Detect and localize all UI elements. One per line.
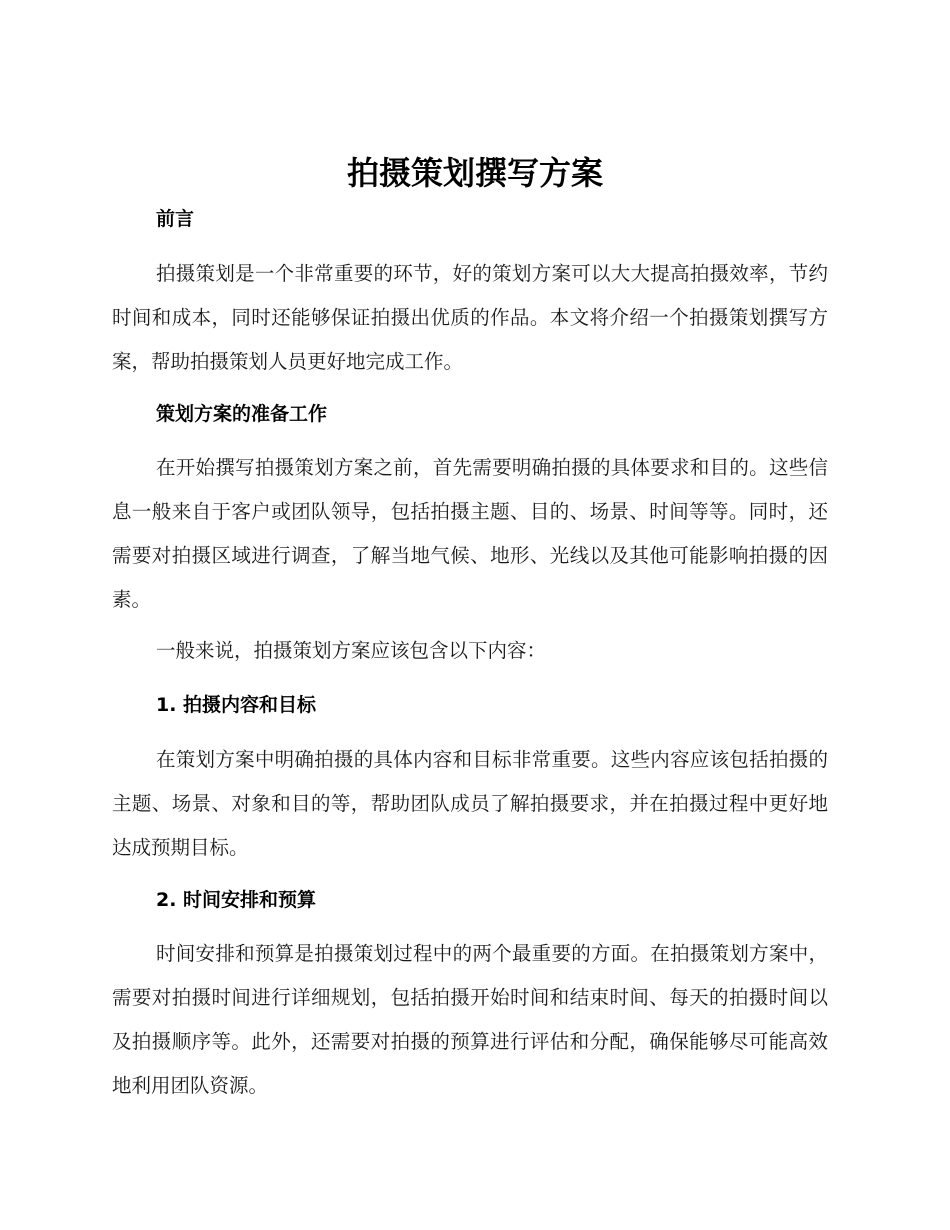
section-heading-preface: 前言: [156, 208, 195, 230]
paragraph-contents-intro: 一般来说，拍摄策划方案应该包含以下内容：: [156, 639, 547, 662]
paragraph-schedule-budget: 时间安排和预算是拍摄策划过程中的两个最重要的方面。在拍摄策划方案中，需要对拍摄时间进行详细规划，包括拍摄开始时间和结束时间、每天的拍摄时间以及拍摄顺序等。此外，还需要对拍摄的预算进行评估和分配，确保能够尽可能高效地利用团队资源。: [112, 942, 828, 1097]
paragraph-content-goals: 在策划方案中明确拍摄的具体内容和目标非常重要。这些内容应该包括拍摄的主题、场景、对象和目的等，帮助团队成员了解拍摄要求，并在拍摄过程中更好地达成预期目标。: [112, 748, 828, 859]
document-title: 拍摄策划撰写方案: [346, 154, 603, 192]
paragraph-preface: 拍摄策划是一个非常重要的环节，好的策划方案可以大大提高拍摄效率，节约时间和成本，同时还能够保证拍摄出优质的作品。本文将介绍一个拍摄策划撰写方案，帮助拍摄策划人员更好地完成工作。: [112, 262, 828, 373]
section-heading-content-goals: 1. 拍摄内容和目标: [156, 694, 317, 716]
section-heading-preparation: 策划方案的准备工作: [156, 403, 328, 425]
section-heading-schedule-budget: 2. 时间安排和预算: [156, 889, 317, 911]
paragraph-preparation: 在开始撰写拍摄策划方案之前，首先需要明确拍摄的具体要求和目的。这些信息一般来自于客户或团队领导，包括拍摄主题、目的、场景、时间等等。同时，还需要对拍摄区域进行调查，了解当地气候、地形、光线以及其他可能影响拍摄的因素。: [112, 456, 828, 611]
